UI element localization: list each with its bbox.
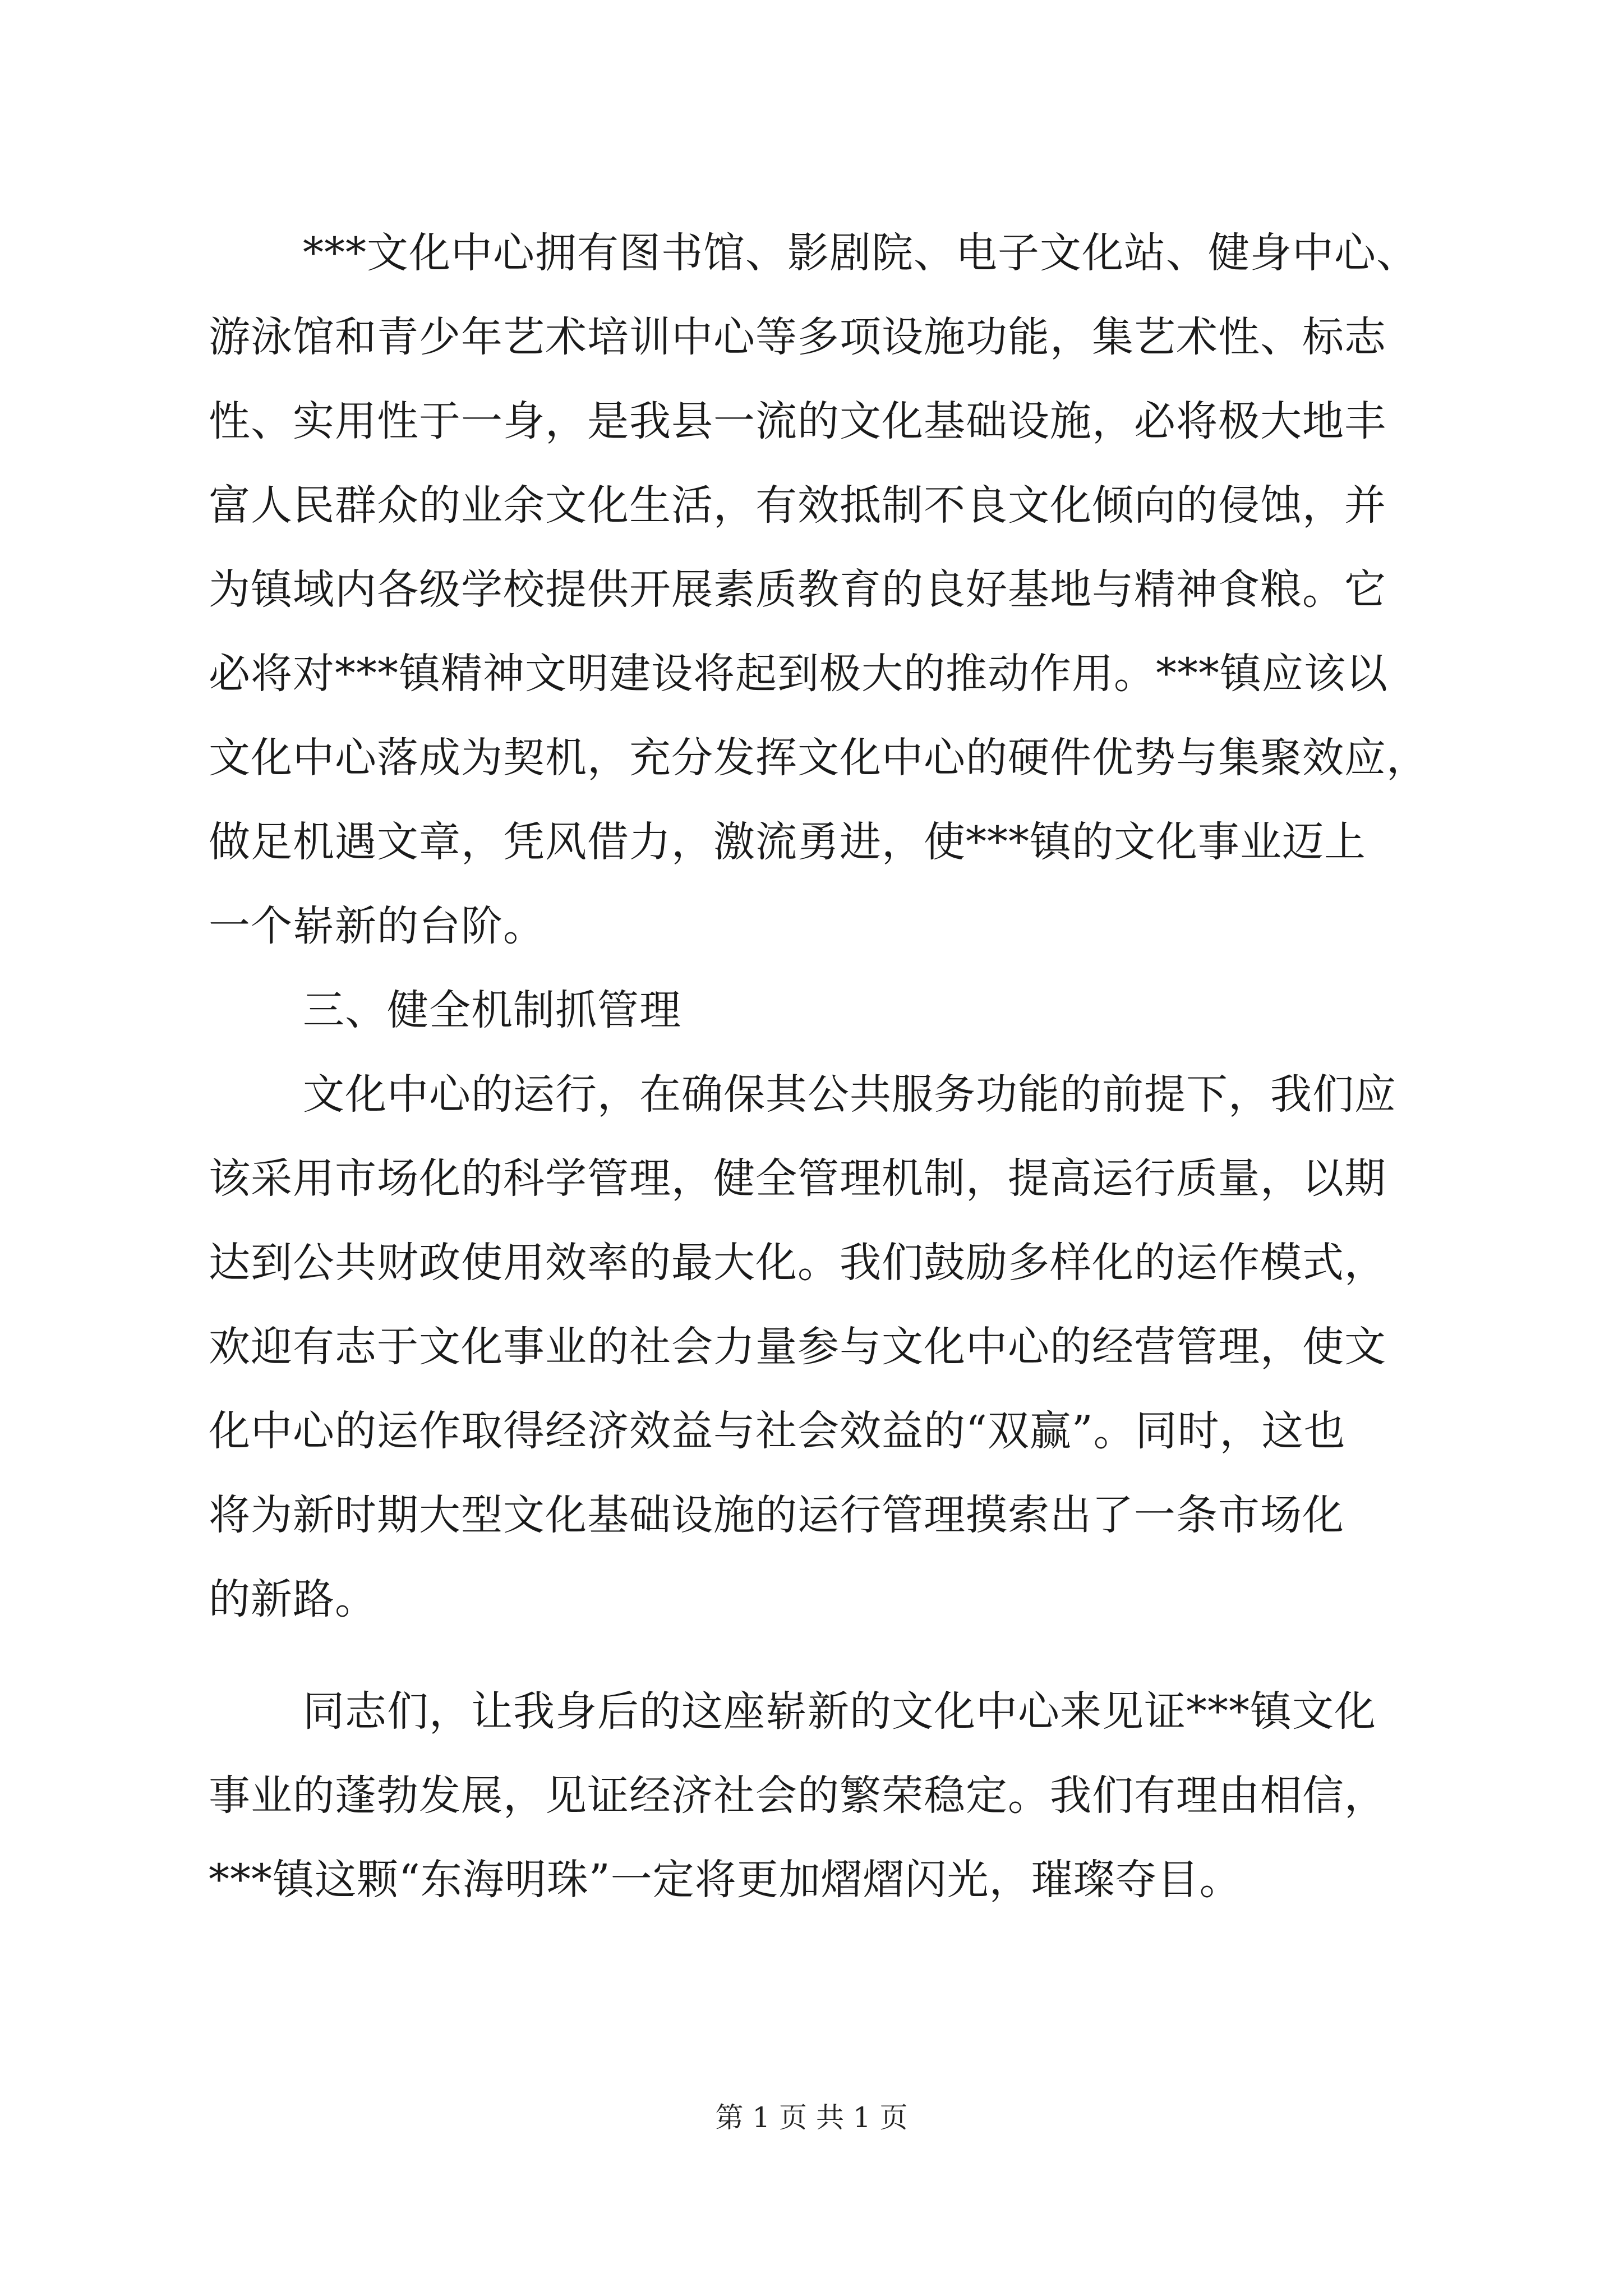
paragraph-line: 文化中心落成为契机，充分发挥文化中心的硬件优势与集聚效应， bbox=[209, 734, 1428, 782]
paragraph-line: 化中心的运作取得经济效益与社会效益的“双赢”。同时，这也 bbox=[209, 1407, 1346, 1455]
paragraph-line: 将为新时期大型文化基础设施的运行管理摸索出了一条市场化 bbox=[209, 1491, 1344, 1539]
paragraph-line: 一个崭新的台阶。 bbox=[209, 902, 545, 950]
section-heading: 三、健全机制抓管理 bbox=[303, 986, 681, 1034]
paragraph-line: 该采用市场化的科学管理，健全管理机制，提高运行质量，以期 bbox=[209, 1154, 1386, 1203]
paragraph-line: 必将对***镇精神文明建设将起到极大的推动作用。***镇应该以 bbox=[209, 650, 1388, 698]
paragraph-line: 富人民群众的业余文化生活，有效抵制不良文化倾向的侵蚀，并 bbox=[209, 481, 1386, 530]
paragraph-line: 为镇域内各级学校提供开展素质教育的良好基地与精神食粮。它 bbox=[209, 565, 1386, 614]
paragraph-line: 达到公共财政使用效率的最大化。我们鼓励多样化的运作模式， bbox=[209, 1239, 1386, 1287]
paragraph-line: 做足机遇文章，凭风借力，激流勇进，使***镇的文化事业迈上 bbox=[209, 818, 1366, 866]
paragraph-line: ***文化中心拥有图书馆、影剧院、电子文化站、健身中心、 bbox=[303, 229, 1418, 277]
paragraph-line: 事业的蓬勃发展，见证经济社会的繁荣稳定。我们有理由相信， bbox=[209, 1772, 1386, 1820]
paragraph-line: 游泳馆和青少年艺术培训中心等多项设施功能，集艺术性、标志 bbox=[209, 313, 1386, 361]
paragraph-line: 文化中心的运行，在确保其公共服务功能的前提下，我们应 bbox=[303, 1070, 1396, 1119]
paragraph-line: 性、实用性于一身，是我县一流的文化基础设施，必将极大地丰 bbox=[209, 397, 1386, 445]
paragraph-line: 欢迎有志于文化事业的社会力量参与文化中心的经营管理，使文 bbox=[209, 1323, 1386, 1371]
paragraph-line: 同志们，让我身后的这座崭新的文化中心来见证***镇文化 bbox=[303, 1687, 1376, 1736]
paragraph-line: ***镇这颗“东海明珠”一定将更加熠熠闪光，璀璨夺目。 bbox=[209, 1856, 1242, 1904]
paragraph-line: 的新路。 bbox=[209, 1575, 377, 1623]
page-number-footer: 第 1 页 共 1 页 bbox=[715, 2101, 908, 2134]
